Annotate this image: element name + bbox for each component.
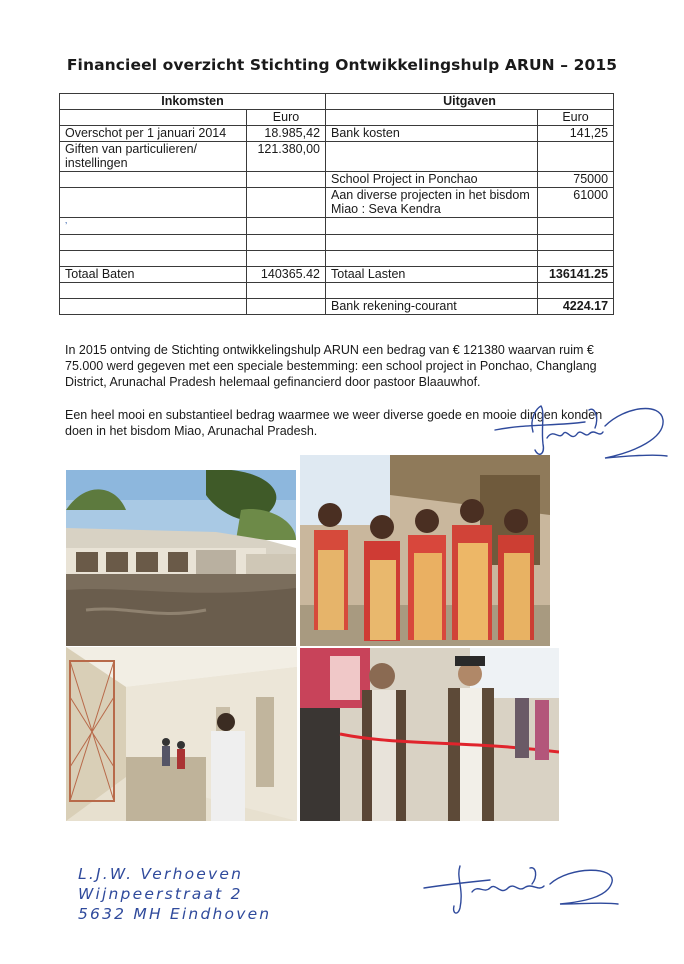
address-street: Wijnpeerstraat 2 (78, 885, 243, 903)
expense-label: School Project in Ponchao (326, 172, 538, 188)
address-name: L.J.W. Verhoeven (78, 865, 244, 883)
children-dance-photo (300, 455, 550, 646)
document-title: Financieel overzicht Stichting Ontwikkelingshulp ARUN – 2015 (66, 56, 618, 74)
paragraph-donation: In 2015 ontving de Stichting ontwikkelingshulp ARUN een bedrag van € 121380 waarvan ruim € 75.000 werd gegeven met een speciale bestemming: een school project in Ponchao, Changlang District, Arunachal Pradesh helemaal gefinancierd door pastoor Blaauwhof. (65, 343, 597, 389)
paragraph-closing: Een heel mooi en substantieel bedrag waarmee we weer diverse goede en mooie dingen konden doen in het bisdom Miao, Arunachal Pradesh. (65, 408, 603, 438)
expense-header: Uitgaven (326, 94, 614, 110)
total-expense-value: 136141.25 (538, 267, 614, 283)
income-value (247, 172, 326, 188)
income-currency-label: Euro (247, 110, 326, 126)
total-income-value: 140365.42 (247, 267, 326, 283)
bank-row (60, 299, 614, 315)
expense-value: 141,25 (538, 126, 614, 142)
expense-value: 75000 (538, 172, 614, 188)
pen-mark-icon: ’ (65, 221, 68, 232)
expense-value (538, 142, 614, 172)
totals-row (60, 267, 614, 283)
income-value (247, 188, 326, 218)
handwritten-address (78, 864, 378, 924)
expense-label: Bank kosten (326, 126, 538, 142)
currency-row (60, 110, 614, 126)
bank-value: 4224.17 (538, 299, 614, 315)
income-label: Overschot per 1 januari 2014 (60, 126, 247, 142)
table-row-empty (60, 218, 614, 235)
school-corridor-photo (66, 647, 297, 821)
table-row (60, 142, 614, 172)
table-header-row (60, 94, 614, 110)
income-label (60, 188, 247, 218)
table-row (60, 126, 614, 142)
school-building-photo (66, 470, 296, 646)
ribbon-cutting-photo (300, 648, 559, 821)
financial-table (59, 93, 614, 315)
income-label (60, 172, 247, 188)
total-income-label: Totaal Baten (60, 267, 247, 283)
bank-label: Bank rekening-courant (326, 299, 538, 315)
signature-bottom (420, 858, 620, 918)
income-value: 18.985,42 (247, 126, 326, 142)
total-expense-label: Totaal Lasten (326, 267, 538, 283)
expense-value: 61000 (538, 188, 614, 218)
expense-currency-label: Euro (538, 110, 614, 126)
income-header: Inkomsten (60, 94, 326, 110)
table-row-empty (60, 235, 614, 251)
table-row (60, 172, 614, 188)
expense-label: Aan diverse projecten in het bisdom Miao : Seva Kendra (326, 188, 538, 218)
table-row-empty (60, 283, 614, 299)
income-label: Giften van particulieren/ instellingen (60, 142, 247, 172)
table-row-empty (60, 251, 614, 267)
expense-label (326, 142, 538, 172)
table-row (60, 188, 614, 218)
address-city: 5632 MH Eindhoven (78, 905, 272, 923)
income-value: 121.380,00 (247, 142, 326, 172)
